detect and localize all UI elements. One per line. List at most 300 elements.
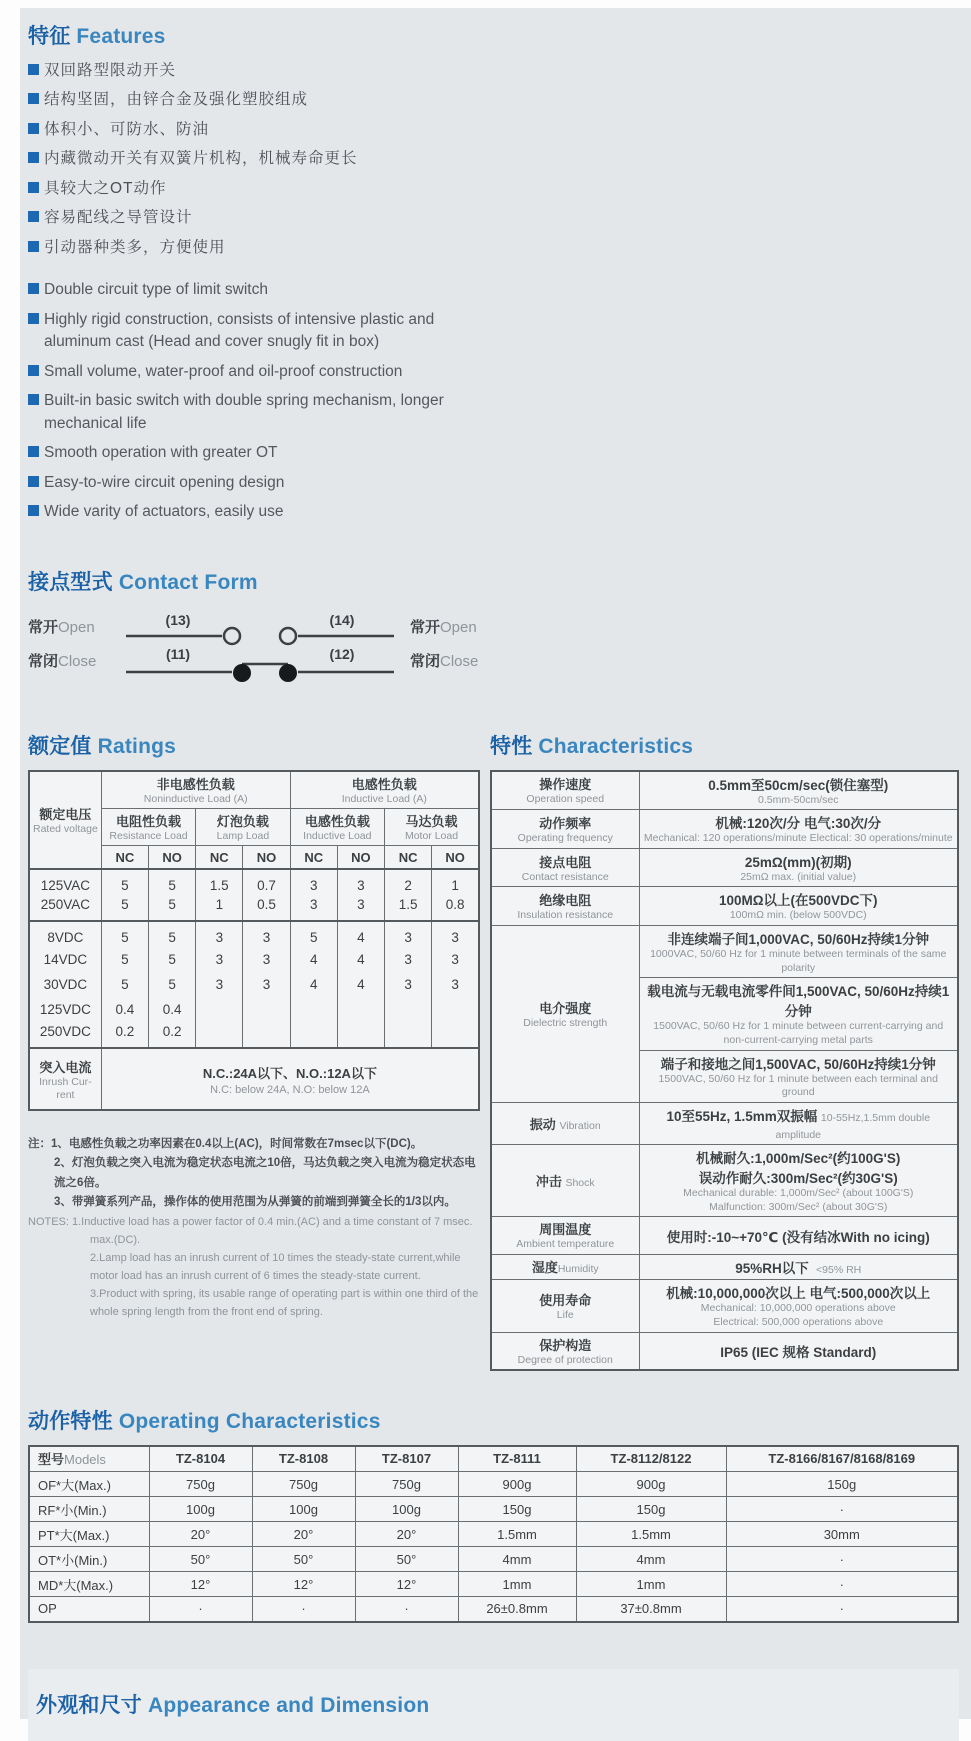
value-zh: 95%RH以下 — [735, 1260, 809, 1276]
inductive-header — [290, 771, 479, 809]
closed-circle-11-icon — [233, 664, 251, 682]
close-en: Close — [440, 653, 479, 670]
label-en: Ambient temperature — [516, 1238, 615, 1251]
contact-title-zh: 接点型式 — [28, 570, 113, 594]
value-cell: 3 — [432, 947, 479, 972]
op-cell: 100g — [355, 1497, 458, 1522]
value-en: <95% RH — [816, 1263, 862, 1276]
feature-text: 引动器种类多，方便使用 — [44, 238, 226, 256]
ratings-title-zh: 额定值 — [28, 734, 92, 758]
inrush-en-value: N.C: below 24A, N.O: below 12A — [210, 1084, 370, 1097]
hdr-zh: 电感性负载 — [304, 813, 370, 829]
value-cell — [243, 1022, 290, 1048]
op-cell: · — [726, 1497, 958, 1522]
op-cell: 20° — [149, 1522, 252, 1547]
op-cell: 100g — [149, 1497, 252, 1522]
value-cell: 5 — [101, 921, 148, 947]
char-row-contact-resistance — [491, 848, 958, 887]
value-cell: 3 — [243, 972, 290, 997]
characteristics-title — [490, 730, 959, 760]
voltage-cell: 125VDC — [29, 997, 101, 1022]
operating-row — [29, 1472, 958, 1497]
char-value — [639, 887, 958, 926]
label-en: Contact resistance — [521, 870, 609, 883]
op-cell: 750g — [252, 1472, 355, 1497]
label-zh: 湿度 — [531, 1260, 558, 1276]
value-cell: 0.7 — [243, 869, 290, 895]
op-cell: · — [252, 1597, 355, 1622]
value-cell — [385, 997, 432, 1022]
notes — [28, 1135, 480, 1322]
value-cell — [290, 997, 337, 1022]
value-cell: 0.4 — [101, 997, 148, 1022]
char-row-speed — [491, 771, 958, 810]
characteristics-title-en: Characteristics — [538, 734, 694, 758]
value-cell: 5 — [101, 972, 148, 997]
label-en: Shock — [565, 1177, 595, 1189]
ratings-row — [29, 895, 479, 921]
characteristics-table — [490, 770, 959, 1371]
label-zh: 冲击 — [535, 1174, 562, 1189]
open-en: Open — [58, 619, 95, 636]
value-zh: 机械耐久:1,000m/Sec²(约100G'S) — [696, 1151, 901, 1167]
feature-text: Double circuit type of limit switch — [44, 281, 268, 299]
ratings-title — [28, 730, 480, 760]
bullet-icon — [28, 152, 39, 163]
op-cell: · — [726, 1572, 958, 1597]
closed-circle-12-icon — [279, 664, 297, 682]
feature-item — [28, 472, 478, 494]
open-en: Open — [440, 619, 477, 636]
appearance-title — [36, 1689, 959, 1719]
value-cell — [243, 997, 290, 1022]
model-column: TZ-8111 — [458, 1446, 576, 1472]
op-cell: 12° — [355, 1572, 458, 1597]
row-label: OT*小(Min.) — [29, 1547, 149, 1572]
resistance-load-header — [101, 808, 195, 845]
char-row-humidity — [491, 1254, 958, 1280]
hdr-zh: 非电感性负载 — [156, 776, 235, 792]
op-cell: · — [726, 1597, 958, 1622]
value-cell: 1 — [432, 869, 479, 895]
value-zh: 10至55Hz, 1.5mm双振幅 — [666, 1108, 818, 1124]
voltage-cell: 8VDC — [29, 921, 101, 947]
label-en: Life — [556, 1308, 574, 1321]
value-cell: 5 — [149, 921, 196, 947]
value-cell: 4 — [290, 972, 337, 997]
open-label-right — [410, 616, 477, 637]
feature-text: 容易配线之导管设计 — [44, 209, 193, 227]
feature-item — [28, 148, 478, 170]
char-row-frequency — [491, 810, 958, 849]
value-cell — [196, 997, 243, 1022]
bullet-icon — [28, 313, 39, 324]
char-label — [491, 810, 639, 849]
nc-header: NC — [290, 845, 337, 869]
op-cell: 12° — [149, 1572, 252, 1597]
hdr-en: Lamp Load — [216, 829, 270, 842]
value-cell: 3 — [385, 947, 432, 972]
op-cell: 30mm — [726, 1522, 958, 1547]
noninductive-header — [101, 771, 290, 809]
op-cell: 150g — [726, 1472, 958, 1497]
char-label — [491, 926, 639, 1103]
char-value — [639, 1050, 958, 1102]
feature-item — [28, 309, 478, 354]
label-zh: 操作速度 — [539, 777, 592, 793]
op-cell: 750g — [149, 1472, 252, 1497]
label-zh: 动作频率 — [539, 815, 592, 831]
feature-item — [28, 442, 478, 464]
no-header: NO — [432, 845, 479, 869]
label-en: Operation speed — [526, 793, 605, 806]
value-cell: 0.5 — [243, 895, 290, 921]
terminal-14-label: (14) — [329, 611, 355, 628]
value-cell: 5 — [101, 895, 148, 921]
contact-form-title — [28, 566, 959, 596]
close-label-left — [28, 650, 120, 671]
hdr-en: Inductive Load (A) — [341, 792, 427, 805]
hdr-en: Motor Load — [404, 829, 459, 842]
ratings-row — [29, 997, 479, 1022]
motor-load-header — [385, 808, 479, 845]
section-ratings — [28, 730, 480, 1322]
feature-item — [28, 207, 478, 229]
notes-zh — [28, 1135, 480, 1213]
value-zh: 25mΩ(mm)(初期) — [744, 854, 852, 870]
op-cell: 12° — [252, 1572, 355, 1597]
char-value — [639, 1254, 958, 1280]
op-cell: 50° — [149, 1547, 252, 1572]
open-zh: 常开 — [28, 619, 59, 636]
value-zh: 载电流与无载电流零件间1,500VAC, 50/60Hz持续1分钟 — [647, 984, 950, 1020]
models-en: Models — [64, 1452, 106, 1468]
row-label: RF*小(Min.) — [29, 1497, 149, 1522]
feature-text: 结构坚固，由锌合金及强化塑胶组成 — [44, 91, 309, 109]
char-label — [491, 848, 639, 887]
section-features — [28, 20, 959, 524]
value-cell: 3 — [385, 972, 432, 997]
ratings-row — [29, 1022, 479, 1048]
no-header: NO — [337, 845, 384, 869]
value-cell: 5 — [101, 869, 148, 895]
appearance-title-zh: 外观和尺寸 — [36, 1693, 142, 1717]
model-column: TZ-8108 — [252, 1446, 355, 1472]
note-line: 3、带弹簧系列产品，操作体的使用范围为从弹簧的前端到弹簧全长的1/3以内。 — [54, 1196, 456, 1209]
value-zh: 非连续端子间1,000VAC, 50/60Hz持续1分钟 — [667, 932, 930, 948]
inrush-label — [29, 1048, 101, 1109]
char-value — [639, 1332, 958, 1370]
label-zh: 周围温度 — [539, 1222, 592, 1238]
op-cell: 20° — [355, 1522, 458, 1547]
ratings-row — [29, 869, 479, 895]
contact-diagram — [28, 610, 959, 678]
value-zh: 0.5mm至50cm/sec(锁住塞型) — [708, 777, 889, 793]
feature-item — [28, 279, 478, 301]
feature-text: 双回路型限动开关 — [44, 62, 177, 79]
terminal-11-label: (11) — [165, 645, 191, 662]
char-value — [639, 771, 958, 810]
hdr-zh: 额定电压 — [39, 806, 92, 822]
model-column: TZ-8166/8167/8168/8169 — [726, 1446, 958, 1472]
value-en: 0.5mm-50cm/sec — [757, 793, 839, 806]
feature-item — [28, 89, 478, 111]
char-row-dielectric-1 — [491, 926, 958, 978]
row-label: MD*大(Max.) — [29, 1572, 149, 1597]
value-cell: 5 — [149, 972, 196, 997]
section-contact-form — [28, 566, 959, 678]
voltage-cell: 30VDC — [29, 972, 101, 997]
value-cell: 3 — [196, 972, 243, 997]
value-cell: 5 — [149, 869, 196, 895]
char-row-protection — [491, 1332, 958, 1370]
op-cell: 1.5mm — [458, 1522, 576, 1547]
feature-item — [28, 60, 478, 82]
model-column: TZ-8107 — [355, 1446, 458, 1472]
label-en: Vibration — [559, 1119, 601, 1132]
value-en: Malfunction: 300m/Sec² (about 30G'S) — [709, 1200, 888, 1213]
bullet-icon — [28, 93, 39, 104]
inrush-value — [101, 1048, 479, 1109]
value-cell: 3 — [243, 947, 290, 972]
value-en: 10-55Hz,1.5mm double amplitude — [775, 1111, 931, 1141]
bullet-icon — [28, 211, 39, 222]
feature-item — [28, 501, 478, 523]
note-line: 3.Product with spring, its usable range of operating part is within one third of the whole spring length from the front end of spring. — [90, 1288, 479, 1319]
terminal-12-label: (12) — [329, 645, 355, 662]
close-label-right — [410, 650, 478, 671]
value-cell: 3 — [432, 921, 479, 947]
char-value — [639, 926, 958, 978]
hdr-zh: 灯泡负载 — [216, 813, 269, 829]
value-cell: 3 — [337, 895, 384, 921]
bullet-icon — [28, 241, 39, 252]
value-zh: 使用时:-10~+70℃ (没有结冰With no icing) — [666, 1229, 930, 1245]
char-label — [491, 1332, 639, 1370]
value-cell: 4 — [337, 921, 384, 947]
operating-row — [29, 1547, 958, 1572]
feature-text: Small volume, water-proof and oil-proof construction — [44, 362, 403, 380]
op-cell: 100g — [252, 1497, 355, 1522]
hdr-en: Rated voltage — [33, 822, 98, 835]
models-header — [29, 1446, 149, 1472]
value-cell: 0.4 — [149, 997, 196, 1022]
value-cell: 3 — [196, 947, 243, 972]
feature-item — [28, 178, 478, 200]
value-zh: 机械:120次/分 电气:30次/分 — [715, 816, 882, 832]
char-value — [639, 1145, 958, 1217]
value-cell: 5 — [101, 947, 148, 972]
op-cell: 50° — [355, 1547, 458, 1572]
open-label-left — [28, 616, 120, 637]
bullet-icon — [28, 365, 39, 376]
feature-text: Wide varity of actuators, easily use — [44, 503, 284, 521]
operating-row — [29, 1522, 958, 1547]
label-en: Dielectric strength — [523, 1016, 608, 1029]
op-cell: 37±0.8mm — [576, 1597, 726, 1622]
value-zh: 误动作耐久:300m/Sec²(约30G'S) — [698, 1171, 898, 1187]
appearance-title-en: Appearance and Dimension — [148, 1693, 430, 1717]
op-cell: 900g — [576, 1472, 726, 1497]
value-cell: 3 — [243, 921, 290, 947]
notes-en — [28, 1213, 480, 1322]
close-en: Close — [58, 653, 97, 670]
op-cell: 1mm — [458, 1572, 576, 1597]
label-zh: 使用寿命 — [539, 1292, 592, 1308]
hdr-zh: 电阻性负载 — [116, 813, 182, 829]
value-en: Electrical: 500,000 operations above — [713, 1315, 884, 1328]
char-value — [639, 978, 958, 1050]
value-en: 1000VAC, 50/60 Hz for 1 minute between terminals of the same polarity — [650, 948, 947, 974]
value-cell — [337, 997, 384, 1022]
bullet-icon — [28, 505, 39, 516]
bullet-icon — [28, 64, 39, 75]
label-en: Insulation resistance — [517, 909, 614, 922]
feature-text: Highly rigid construction, consists of intensive plastic and aluminum cast (Head and cover snugly fit in box) — [44, 310, 435, 351]
value-cell: 3 — [290, 869, 337, 895]
char-value — [639, 848, 958, 887]
hdr-en: Inrush Cur-rent — [39, 1076, 92, 1102]
operating-title — [28, 1405, 959, 1435]
op-cell: 20° — [252, 1522, 355, 1547]
value-en: 100mΩ min. (below 500VDC) — [729, 909, 867, 922]
value-cell: 5 — [149, 895, 196, 921]
char-value — [639, 810, 958, 849]
value-zh: 100MΩ以上(在500VDC下) — [718, 893, 878, 909]
contact-row-close — [28, 644, 959, 678]
value-zh: 端子和接地之间1,500VAC, 50/60Hz持续1分钟 — [660, 1056, 936, 1072]
ratings-title-en: Ratings — [97, 734, 177, 758]
op-cell: 1.5mm — [576, 1522, 726, 1547]
char-value — [639, 1280, 958, 1332]
hdr-zh: 电感性负载 — [351, 776, 417, 792]
value-cell — [196, 1022, 243, 1048]
contact-title-en: Contact Form — [118, 570, 258, 594]
op-cell: 50° — [252, 1547, 355, 1572]
rated-voltage-header — [29, 771, 101, 870]
nc-header: NC — [196, 845, 243, 869]
bullet-icon — [28, 476, 39, 487]
value-cell: 3 — [290, 895, 337, 921]
char-row-life — [491, 1280, 958, 1332]
operating-row — [29, 1572, 958, 1597]
op-cell: 4mm — [576, 1547, 726, 1572]
operating-row — [29, 1597, 958, 1622]
char-label — [491, 1280, 639, 1332]
hdr-en: Inductive Load — [303, 829, 372, 842]
op-cell: · — [149, 1597, 252, 1622]
inductive-load-header — [290, 808, 384, 845]
char-row-insulation — [491, 887, 958, 926]
value-en: 1500VAC, 50/60 Hz for 1 minute between each terminal and ground — [658, 1072, 938, 1099]
features-title-zh: 特征 — [28, 25, 71, 48]
section-characteristics — [490, 730, 959, 1371]
bullet-icon — [28, 182, 39, 193]
bullet-icon — [28, 394, 39, 405]
voltage-cell: 125VAC — [29, 869, 101, 895]
char-label — [491, 1254, 639, 1280]
feature-text: 具较大之OT动作 — [44, 179, 167, 197]
feature-text: Built-in basic switch with double spring mechanism, longer mechanical life — [44, 392, 444, 432]
ratings-row — [29, 921, 479, 947]
char-label — [491, 1217, 639, 1254]
feature-item — [28, 119, 478, 141]
feature-text: Smooth operation with greater OT — [44, 444, 278, 462]
row-label: OF*大(Max.) — [29, 1472, 149, 1497]
feature-text: 内藏微动开关有双簧片机构，机械寿命更长 — [44, 150, 358, 168]
label-en: Humidity — [557, 1263, 599, 1276]
char-value — [639, 1217, 958, 1254]
models-zh: 型号 — [38, 1452, 65, 1468]
label-en: Operating frequency — [517, 831, 613, 844]
hdr-en: Noninductive Load (A) — [143, 792, 248, 805]
feature-item — [28, 237, 478, 259]
label-zh: 接点电阻 — [539, 854, 592, 870]
section-appearance — [28, 1669, 959, 1741]
value-cell: 1.5 — [196, 869, 243, 895]
value-cell: 3 — [385, 921, 432, 947]
operating-title-zh: 动作特性 — [28, 1409, 113, 1433]
section-operating — [28, 1405, 959, 1623]
page-panel — [20, 8, 971, 1719]
ratings-table — [28, 770, 480, 1111]
features-title — [28, 20, 959, 50]
operating-title-en: Operating Characteristics — [118, 1409, 381, 1433]
value-cell — [290, 1022, 337, 1048]
op-cell: · — [726, 1547, 958, 1572]
value-cell: 1.5 — [385, 895, 432, 921]
note-line: NOTES: 1.Inductive load has a power factor of 0.4 min.(AC) and a time constant of 7 msec. max.(DC). — [28, 1215, 473, 1246]
row-label: OP — [29, 1597, 149, 1622]
ratings-row — [29, 947, 479, 972]
inrush-row — [29, 1048, 479, 1109]
value-cell — [432, 1022, 479, 1048]
char-label — [491, 887, 639, 926]
value-cell: 0.8 — [432, 895, 479, 921]
value-cell: 1 — [196, 895, 243, 921]
bullet-icon — [28, 446, 39, 457]
nc-header: NC — [385, 845, 432, 869]
close-zh: 常闭 — [410, 653, 441, 670]
value-cell: 5 — [290, 921, 337, 947]
model-column: TZ-8112/8122 — [576, 1446, 726, 1472]
value-cell — [385, 1022, 432, 1048]
label-zh: 绝缘电阻 — [539, 893, 592, 909]
feature-item — [28, 361, 478, 383]
bullet-icon — [28, 283, 39, 294]
voltage-cell: 250VAC — [29, 895, 101, 921]
char-row-vibration — [491, 1102, 958, 1144]
value-zh: 机械:10,000,000次以上 电气:500,000次以上 — [666, 1286, 931, 1302]
nc-contact-drawing — [120, 639, 400, 683]
features-title-en: Features — [76, 25, 166, 48]
terminal-13-label: (13) — [165, 611, 191, 628]
value-cell — [432, 997, 479, 1022]
ratings-header-row — [29, 771, 479, 809]
value-en: 25mΩ max. (initial value) — [740, 870, 857, 883]
note-line: 2、灯泡负载之突入电流为稳定状态电流之10倍，马达负载之突入电流为稳定状态电流之6倍。 — [54, 1157, 476, 1189]
features-list-zh — [28, 60, 478, 259]
operating-table — [28, 1445, 959, 1623]
features-list-en — [28, 279, 478, 523]
char-row-ambient — [491, 1217, 958, 1254]
feature-text: 体积小、可防水、防油 — [44, 120, 210, 138]
op-cell: · — [355, 1597, 458, 1622]
label-zh: 保护构造 — [539, 1337, 592, 1353]
characteristics-title-zh: 特性 — [490, 734, 533, 758]
model-column: TZ-8104 — [149, 1446, 252, 1472]
feature-item — [28, 390, 478, 435]
